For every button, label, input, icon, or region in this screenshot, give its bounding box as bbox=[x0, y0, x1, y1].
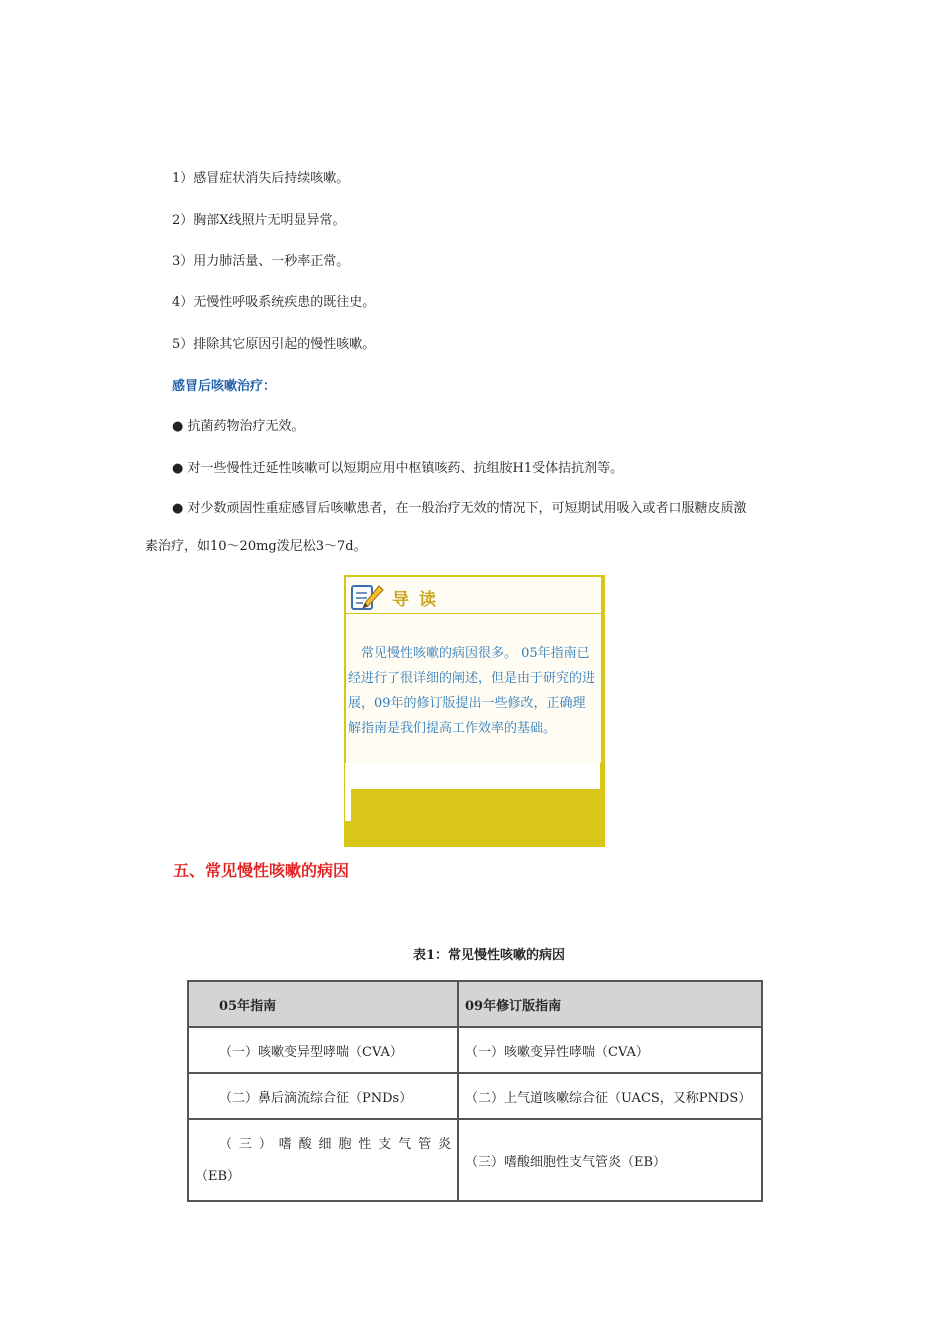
guide-box bbox=[344, 575, 605, 847]
table-cell bbox=[188, 1119, 458, 1201]
notepad-pencil-icon bbox=[349, 580, 385, 612]
table-header-cell: 09年修订版指南 bbox=[458, 981, 762, 1027]
table-header-cell: 05年指南 bbox=[188, 981, 458, 1027]
guide-spacer bbox=[345, 763, 600, 789]
guide-notch bbox=[345, 789, 351, 821]
section-title: 五、常见慢性咳嗽的病因 bbox=[173, 861, 350, 880]
table-cell-line: （三）嗜酸细胞性支气管炎 bbox=[219, 1137, 451, 1152]
treatment-heading: 感冒后咳嗽治疗： bbox=[172, 379, 277, 394]
table-cell: （二）上气道咳嗽综合征（UACS，又称PNDS） bbox=[458, 1073, 762, 1119]
table-cell: （一）咳嗽变异性哮喘（CVA） bbox=[458, 1027, 762, 1073]
causes-table bbox=[187, 980, 763, 1202]
table-row bbox=[188, 1073, 762, 1119]
table-cell-line: （EB） bbox=[195, 1169, 241, 1184]
treatment-item-3-line2: 素治疗，如10～20mg泼尼松3～7d。 bbox=[145, 539, 367, 554]
table-cell: （三）嗜酸细胞性支气管炎（EB） bbox=[458, 1119, 762, 1201]
criteria-item-3: 3）用力肺活量、一秒率正常。 bbox=[172, 254, 350, 269]
treatment-item-3-line1: ● 对少数顽固性重症感冒后咳嗽患者，在一般治疗无效的情况下，可短期试用吸入或者口服糖皮质激 bbox=[172, 501, 747, 516]
guide-body: 常见慢性咳嗽的病因很多。 05年指南已经进行了很详细的阐述，但是由于研究的进展，09年的修订版提出一些修改，正确理解指南是我们提高工作效率的基础。 bbox=[348, 646, 596, 736]
criteria-item-5: 5）排除其它原因引起的慢性咳嗽。 bbox=[172, 337, 376, 352]
table-cell: （一）咳嗽变异型哮喘（CVA） bbox=[188, 1027, 458, 1073]
table-header-row bbox=[188, 981, 762, 1027]
table-row bbox=[188, 1119, 762, 1201]
criteria-item-2: 2）胸部X线照片无明显异常。 bbox=[172, 213, 346, 228]
treatment-item-1: ● 抗菌药物治疗无效。 bbox=[172, 419, 305, 434]
guide-header bbox=[346, 577, 601, 614]
table-cell: （二）鼻后滴流综合征（PNDs） bbox=[188, 1073, 458, 1119]
criteria-item-4: 4）无慢性呼吸系统疾患的既往史。 bbox=[172, 295, 376, 310]
criteria-item-1: 1）感冒症状消失后持续咳嗽。 bbox=[172, 171, 350, 186]
table-caption: 表1：常见慢性咳嗽的病因 bbox=[412, 948, 566, 963]
table-row bbox=[188, 1027, 762, 1073]
treatment-item-2: ● 对一些慢性迁延性咳嗽可以短期应用中枢镇咳药、抗组胺H1受体拮抗剂等。 bbox=[172, 461, 624, 476]
guide-panel bbox=[345, 576, 602, 764]
guide-title: 导读 bbox=[392, 590, 446, 610]
